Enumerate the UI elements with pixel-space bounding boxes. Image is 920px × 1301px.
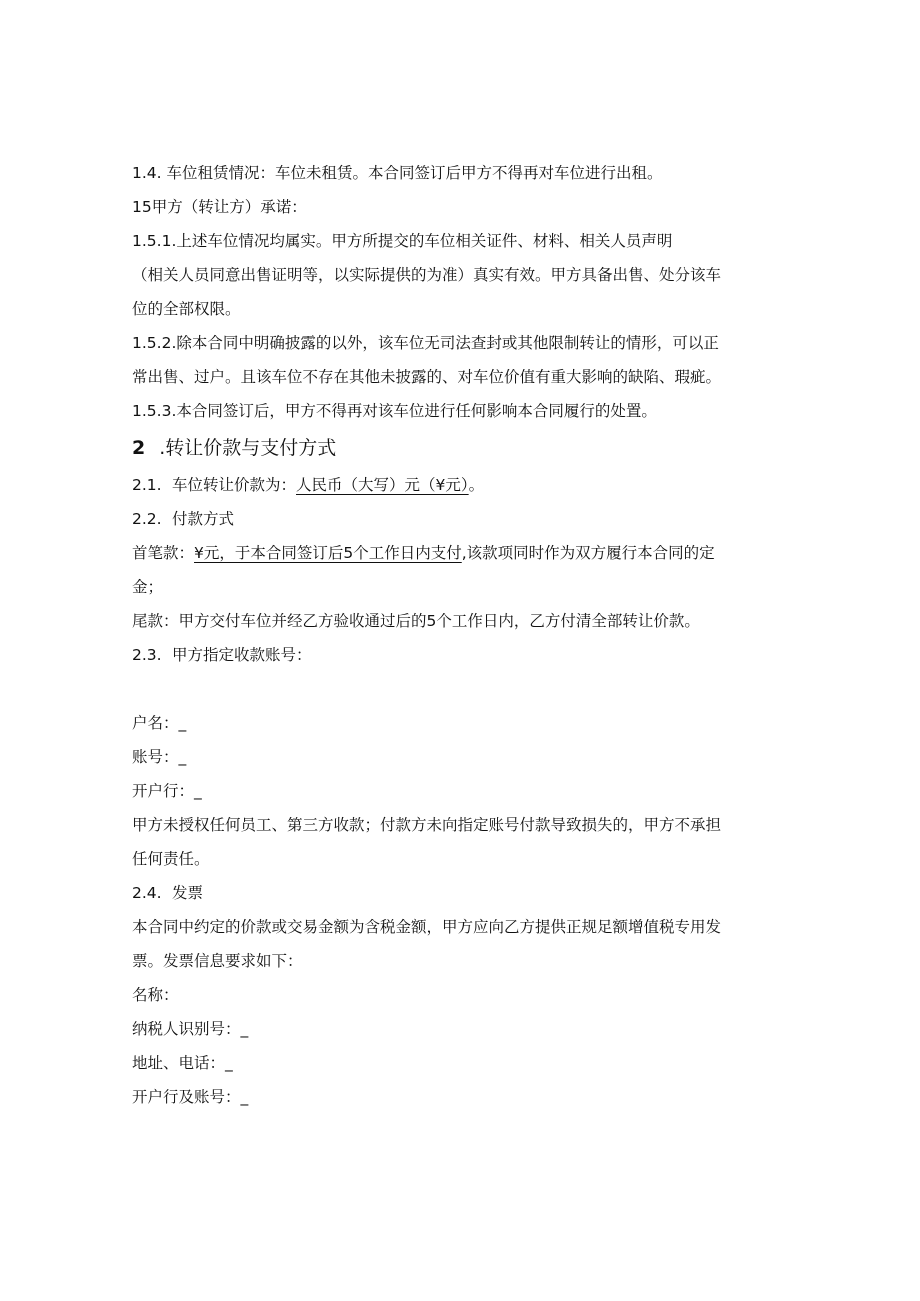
- contract-page: [132, 156, 792, 1114]
- clause-2-4: [132, 876, 792, 910]
- clause-2-2: [132, 502, 792, 536]
- clause-1-5-1-line-2: （相关人员同意出售证明等，以实际提供的为准）真实有效。甲方具备出售、处分该车: [132, 266, 722, 284]
- clause-number: 2.3.: [132, 646, 162, 664]
- section-number: 2: [132, 437, 146, 459]
- clause-1-5: 15甲方（转让方）承诺：: [132, 198, 307, 216]
- clause-text: 除本合同中明确披露的以外，该车位无司法查封或其他限制转让的情形，可以正: [176, 334, 719, 352]
- invoice-name: 名称：: [132, 986, 179, 1004]
- clause-2-1: [132, 468, 792, 502]
- clause-2-3: [132, 638, 792, 672]
- clause-number: 2.1.: [132, 476, 162, 494]
- clause-number: 1.5.2.: [132, 334, 177, 352]
- clause-title: 付款方式: [172, 510, 235, 528]
- account-number: 账号：_: [132, 748, 187, 766]
- clause-number: 2.4.: [132, 884, 162, 902]
- invoice-bank-account: 开户行及账号：_: [132, 1088, 249, 1106]
- clause-title: 发票: [172, 884, 204, 902]
- clause-1-5-2-line-2: 常出售、过户。且该车位不存在其他未披露的、对车位价值有重大影响的缺陷、瑕疵。: [132, 368, 722, 386]
- invoice-address: 地址、电话：_: [132, 1054, 233, 1072]
- price-amount: 人民币（大写）元（¥元）: [296, 476, 469, 494]
- clause-1-5-2: [132, 326, 792, 360]
- invoice-terms-line-2: 票。发票信息要求如下：: [132, 952, 303, 970]
- first-payment: [132, 536, 792, 570]
- payment-notice-line-2: 任何责任。: [132, 850, 210, 868]
- first-payment-line-2: 金；: [132, 578, 164, 596]
- clause-number: 2.2.: [132, 510, 162, 528]
- payment-notice: 甲方未授权任何员工、第三方收款；付款方未向指定账号付款导致损失的，甲方不承担: [132, 816, 722, 834]
- clause-1-5-1: [132, 224, 792, 258]
- clause-suffix: 。: [468, 476, 485, 494]
- invoice-tax-id: 纳税人识别号：_: [132, 1020, 249, 1038]
- spacer: [132, 672, 792, 706]
- account-bank: 开户行：_: [132, 782, 202, 800]
- clause-title: 甲方指定收款账号：: [172, 646, 312, 664]
- first-payment-terms: ¥元，于本合同签订后5个工作日内支付: [194, 544, 462, 562]
- section-heading-2: [132, 428, 792, 468]
- clause-number: 1.5.3.: [132, 402, 177, 420]
- first-payment-rest: ,该款项同时作为双方履行本合同的定: [461, 544, 715, 562]
- clause-text: 上述车位情况均属实。甲方所提交的车位相关证件、材料、相关人员声明: [176, 232, 673, 250]
- invoice-terms: 本合同中约定的价款或交易金额为含税金额，甲方应向乙方提供正规足额增值税专用发: [132, 918, 722, 936]
- clause-1-4: 1.4. 车位租赁情况：车位未租赁。本合同签订后甲方不得再对车位进行出租。: [132, 164, 663, 182]
- account-name: 户名：_: [132, 714, 187, 732]
- clause-text: 本合同签订后，甲方不得再对该车位进行任何影响本合同履行的处置。: [176, 402, 657, 420]
- final-payment: 尾款：甲方交付车位并经乙方验收通过后的5个工作日内，乙方付清全部转让价款。: [132, 612, 700, 630]
- section-title: .转让价款与支付方式: [159, 437, 337, 459]
- first-payment-label: 首笔款：: [132, 544, 195, 562]
- clause-1-5-1-line-3: 位的全部权限。: [132, 300, 241, 318]
- clause-1-5-3: [132, 394, 792, 428]
- clause-number: 1.5.1.: [132, 232, 177, 250]
- clause-text: 车位转让价款为：: [172, 476, 297, 494]
